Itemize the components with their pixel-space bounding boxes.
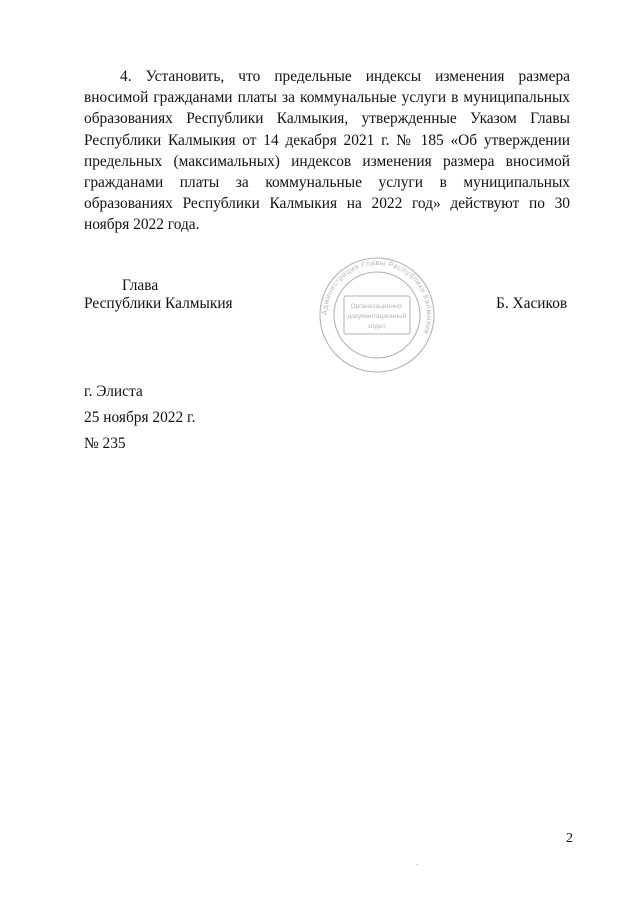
document-number: № 235 (84, 435, 126, 452)
scan-artifact (416, 864, 418, 865)
signature-title-line1: Глава (122, 277, 159, 294)
official-seal-stamp (316, 256, 438, 374)
document-city: г. Элиста (84, 383, 143, 400)
signature-title-line2: Республики Калмыкия (84, 295, 233, 312)
document-date: 25 ноября 2022 г. (84, 409, 196, 426)
stamp-inner-line2: документационный (347, 313, 407, 320)
page-number: 2 (566, 831, 573, 846)
paragraph-item-4: 4. Установить, что предельные индексы изменения размера вносимой гражданами платы за коммунальные услуги в муниципальных образованиях Республики Калмыкия, утвержденные Указом Главы Республики Калмыкия от 14 декабря 2021 г. № 185 «Об утверждении предельных (максимальных) индексов изменения размера вносимой гражданами платы за коммунальные услуги в муниципальных образованиях Республики Калмыкия на 2022 год» действуют по 30 ноября 2022 года. (84, 68, 570, 234)
stamp-inner-line1: Организационно- (350, 303, 404, 310)
signature-name: Б. Хасиков (496, 295, 568, 312)
stamp-inner-line3: отдел (368, 323, 386, 330)
stamp-outer-text: Администрация Главы Республики Калмыкия (319, 257, 435, 336)
